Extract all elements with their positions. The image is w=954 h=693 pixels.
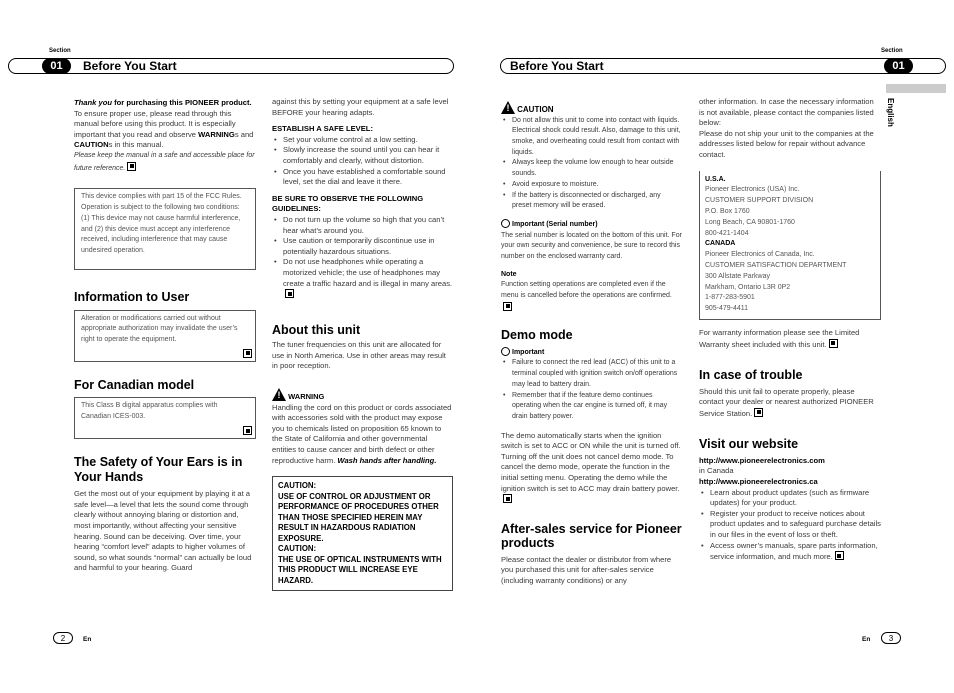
about-unit-text: The tuner frequencies on this unit are allocated for use in North America. Use in other areas may result in poor reception. <box>272 340 446 371</box>
section-label: Section <box>881 48 903 54</box>
website-item <box>699 488 881 509</box>
demo-important-list <box>501 358 682 422</box>
note-paragraph <box>501 280 682 314</box>
caution-triangle-icon <box>501 101 515 114</box>
info-notice-text: Alteration or modifications carried out without appropriate authorization may invalidate the user’s right to operate the equipment. <box>81 314 238 344</box>
end-mark-icon <box>754 408 763 417</box>
intro-text: s in this manual. <box>108 140 164 150</box>
end-mark-icon <box>503 302 512 311</box>
note-text: Function setting operations are completed even if the menu is cancelled before the operations are confirmed. <box>501 281 672 299</box>
canada-address-line: 300 Allstate Parkway <box>705 272 770 280</box>
usa-label: U.S.A. <box>705 175 726 183</box>
canada-address-line: Pioneer Electronics of Canada, Inc. <box>705 251 815 259</box>
safe-level-item-text: Once you have established a comfortable sound level, set the dial and leave it there. <box>283 166 446 187</box>
caution-item-text: Do not allow this unit to come into contact with liquids. Electrical shock could result. Also, damage to this unit, smoke, and overheating could result from contact with liquids. <box>512 116 681 156</box>
end-mark-icon <box>829 339 838 348</box>
in-canada-text: in Canada <box>699 466 734 476</box>
canada-notice-box <box>74 397 256 439</box>
warning-italic: Wash hands after handling. <box>337 455 437 465</box>
canada-notice-text: This Class B digital apparatus complies with Canadian ICES-003. <box>81 402 218 420</box>
serial-text: The serial number is located on the bottom of this unit. For your own security and convenience, be sure to record this number on the enclosed warranty card. <box>501 231 682 260</box>
demo-item <box>501 358 682 390</box>
canada-address <box>705 250 875 315</box>
demo-item-text: Remember that if the feature demo continues operating when the car engine is turned off, it may drain battery power. <box>512 391 668 420</box>
website-item <box>699 541 881 563</box>
caution-word: CAUTION <box>74 140 109 150</box>
demo-item <box>501 391 682 423</box>
usa-address-line: 800-421-1404 <box>705 229 749 237</box>
warning-word: WARNING <box>198 129 235 139</box>
information-to-user-title: Information to User <box>74 290 190 305</box>
canadian-model-title: For Canadian model <box>74 377 195 392</box>
caution-item <box>501 158 682 179</box>
website-item-text: Register your product to receive notices about product updates and to safeguard purchase details in our files in the event of loss or theft. <box>710 508 881 540</box>
safe-level-item-text: Slowly increase the sound until you can hear it comfortably and clearly, without distortion. <box>283 145 440 165</box>
warning-triangle-icon <box>272 388 286 401</box>
safe-level-item <box>272 145 453 166</box>
warranty-text: For warranty information please see the Limited Warranty sheet included with this unit. <box>699 327 860 349</box>
demo-paragraph <box>501 431 682 506</box>
warranty-paragraph <box>699 328 881 350</box>
safety-text: Get the most out of your equipment by playing it at a safe level—a level that lets the sound come through clearly without annoying blaring or distortion and, most importantly, without affecting your sensitive hearing. Sound can be deceiving. Over time, your hearing “comfort level” adapts to higher volumes of sound, so what sounds “normal” can actually be loud and harmful to your hearing. Guard <box>74 489 252 573</box>
caution-item <box>501 180 682 191</box>
end-mark-icon <box>285 289 294 298</box>
language-tab-label: English <box>886 98 895 127</box>
info-notice-box <box>74 310 256 362</box>
usa-address <box>705 185 875 239</box>
caution-heading <box>501 101 682 116</box>
after-sales-text: Please contact the dealer or distributor from where you purchased this unit for after-sales service (including warranty conditions) or any <box>501 554 672 585</box>
intro-italic: Please keep the manual in a safe and accessible place for future reference. <box>74 151 255 172</box>
page-number: 3 <box>881 632 901 644</box>
caution-item-text: If the battery is disconnected or discharged, any preset memory will be erased. <box>512 191 661 210</box>
about-unit-title: About this unit <box>272 322 361 337</box>
canada-address-line: CUSTOMER SATISFACTION DEPARTMENT <box>705 261 847 269</box>
language-code: En <box>862 636 871 643</box>
guideline-item <box>272 236 453 257</box>
note-label: Note <box>501 270 517 278</box>
section-label: Section <box>49 48 71 54</box>
column-2 <box>272 97 453 591</box>
column-4 <box>699 97 881 563</box>
thank-you-brand: PIONEER <box>184 98 220 107</box>
safe-level-item-text: Set your volume control at a low setting. <box>283 134 418 144</box>
safety-ears-title: The Safety of Your Ears is in Your Hands <box>74 455 243 484</box>
contact-intro-text: other information. In case the necessary information is not available, please contact the companies listed below: Please do not ship your unit to the companies at the addresses listed below for repair without advance contact. <box>699 97 874 159</box>
end-mark-icon <box>243 349 252 358</box>
website-url-canada[interactable]: http://www.pioneerelectronics.ca <box>699 477 818 487</box>
important-icon <box>501 219 510 228</box>
thank-you-italic: Thank you <box>74 98 112 107</box>
intro-text: To ensure proper use, please read through this manual before using this product. It is especially important that you read and observe <box>74 108 236 139</box>
guideline-item-text: Do not use headphones while operating a motorized vehicle; the use of headphones may create a traffic hazard and is illegal in many areas. <box>283 257 453 288</box>
page-number: 2 <box>53 632 73 644</box>
section-number-badge: 01 <box>884 58 913 74</box>
guideline-item <box>272 215 453 236</box>
trouble-title: In case of trouble <box>699 368 803 383</box>
caution-label: CAUTION <box>517 105 554 114</box>
thank-you-text: for purchasing this <box>111 98 185 107</box>
demo-text: The demo automatically starts when the ignition switch is set to ACC or ON while the unit is turned off. Turning off the unit does not cancel demo mode. To cancel the demo mode, operate the function in the initial setting menu. Operating the demo while the ignition switch is set to ACC may drain battery power. <box>501 430 681 493</box>
usa-address-line: CUSTOMER SUPPORT DIVISION <box>705 197 814 205</box>
website-title: Visit our website <box>699 437 799 452</box>
safe-level-list <box>272 135 453 188</box>
end-mark-icon <box>243 426 252 435</box>
end-mark-icon <box>127 162 136 171</box>
safe-level-title: ESTABLISH A SAFE LEVEL: <box>272 124 373 134</box>
canada-address-line: 905-479-4411 <box>705 305 749 313</box>
important-serial-label: Important (Serial number) <box>512 220 598 228</box>
guidelines-title: BE SURE TO OBSERVE THE FOLLOWING GUIDELINES: <box>272 193 424 214</box>
important-heading <box>501 347 682 359</box>
after-sales-title: After-sales service for Pioneer products <box>501 521 682 551</box>
important-label: Important <box>512 348 545 356</box>
safe-level-item <box>272 167 453 188</box>
website-item <box>699 509 881 541</box>
laser-caution-box: CAUTION: USE OF CONTROL OR ADJUSTMENT OR PERFORMANCE OF PROCEDURES OTHER THAN THOSE SPECIFIED HEREIN MAY RESULT IN HAZARDOUS RADIATION EXPOSURE. CAUTION: THE USE OF OPTICAL INSTRUMENTS WITH THIS PRODUCT WILL INCREASE EYE HAZARD. <box>272 476 453 591</box>
header-title: Before You Start <box>83 59 177 73</box>
language-code: En <box>83 636 92 643</box>
website-item-text: Access owner’s manuals, spare parts information, service information, and much more. <box>710 540 878 562</box>
address-box <box>699 171 881 320</box>
safe-level-item <box>272 135 453 146</box>
guideline-item-text: Do not turn up the volume so high that you can’t hear what’s around you. <box>283 214 445 235</box>
caution-item-text: Avoid exposure to moisture. <box>512 180 599 188</box>
end-mark-icon <box>835 551 844 560</box>
canada-address-line: Markham, Ontario L3R 0P2 <box>705 283 791 291</box>
guideline-item <box>272 257 453 300</box>
website-item-text: Learn about product updates (such as firmware updates) for your product. <box>710 487 870 508</box>
canada-label: CANADA <box>705 240 736 248</box>
column-3 <box>501 101 682 587</box>
header-bar <box>8 58 454 74</box>
warning-paragraph <box>272 403 453 467</box>
warning-label: WARNING <box>288 391 325 401</box>
fcc-notice-box: This device complies with part 15 of the FCC Rules. Operation is subject to the following two conditions: (1) This device may not cause harmful interference, and (2) this device must accept any interference received, including interference that may cause undesired operation. <box>74 188 256 270</box>
column-1 <box>74 98 256 574</box>
trouble-text: Should this unit fail to operate properly, please contact your dealer or nearest authorized PIONEER Service Station. <box>699 386 874 418</box>
warning-heading <box>272 388 453 403</box>
hearing-continued-text: against this by setting your equipment at a safe level BEFORE your hearing adapts. <box>272 97 449 117</box>
intro-text: s and <box>234 129 254 139</box>
website-list <box>699 488 881 563</box>
canada-address-line: 1-877-283-5901 <box>705 294 755 302</box>
section-number-badge: 01 <box>42 58 71 74</box>
usa-address-line: Pioneer Electronics (USA) Inc. <box>705 186 800 194</box>
guidelines-list <box>272 215 453 301</box>
language-tab <box>886 84 946 93</box>
trouble-paragraph <box>699 387 881 420</box>
guideline-item-text: Use caution or temporarily discontinue use in potentially hazardous situations. <box>283 236 435 256</box>
header-title: Before You Start <box>510 59 604 73</box>
caution-item-text: Always keep the volume low enough to hear outside sounds. <box>512 159 674 178</box>
thank-you-end: product. <box>221 98 252 107</box>
usa-address-line: P.O. Box 1760 <box>705 207 750 215</box>
website-url-us[interactable]: http://www.pioneerelectronics.com <box>699 455 825 465</box>
caution-item <box>501 191 682 212</box>
end-mark-icon <box>503 494 512 503</box>
warning-text: Handling the cord on this product or cords associated with accessories sold with the product may expose you to chemicals listed on proposition 65 known to the State of California and other governmental entities to cause cancer and birth defect or other reproductive harm. <box>272 402 452 465</box>
demo-mode-title: Demo mode <box>501 328 573 343</box>
important-serial-heading <box>501 219 682 231</box>
important-icon <box>501 347 510 356</box>
caution-list <box>501 116 682 212</box>
caution-item <box>501 116 682 159</box>
usa-address-line: Long Beach, CA 90801-1760 <box>705 218 795 226</box>
demo-item-text: Failure to connect the red lead (ACC) of this unit to a terminal coupled with ignition switch on/off operations may lead to battery drain. <box>512 359 678 388</box>
